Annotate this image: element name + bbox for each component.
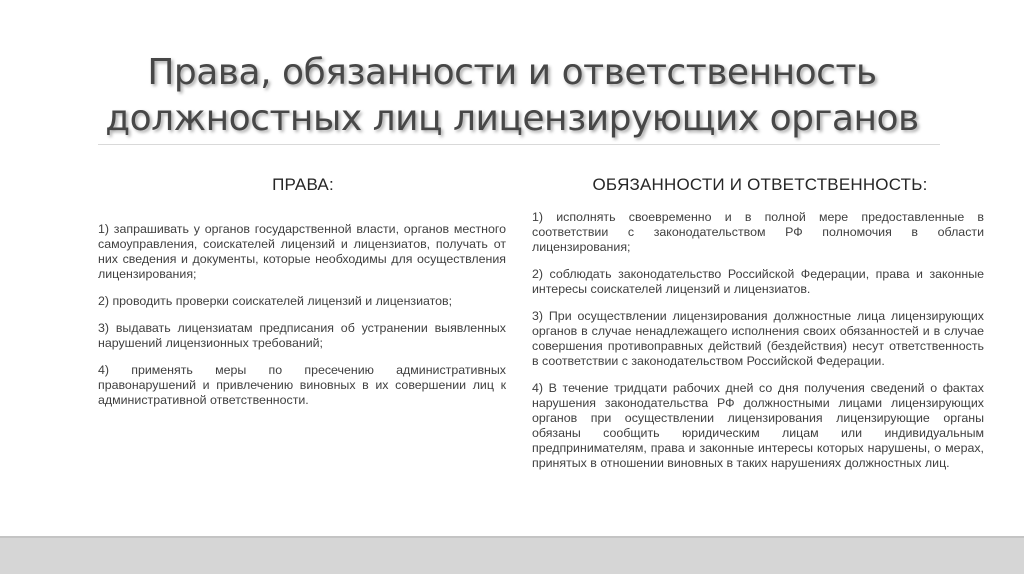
title-line-1: Права, обязанности и ответственность [147, 52, 877, 93]
rights-item: 2) проводить проверки соискателей лицензий и лицензиатов; [98, 294, 453, 308]
duties-item: 1) исполнять своевременно и в полной мере предоставленные в соответствии с законодательством РФ полномочия в области лицензирования; [532, 210, 984, 254]
slide-title [60, 50, 964, 142]
rights-item: 1) запрашивать у органов государственной власти, органов местного самоуправления, соискателей лицензий и лицензиатов, получать от них сведения и документы, которые необходимы для осуществления лицензирования; [98, 222, 506, 281]
duties-item: 3) При осуществлении лицензирования должностные лица лицензирующих органов в случае ненадлежащего исполнения своих обязанностей и в случае совершения противоправных действий (бездействия) несут ответственность в соответствии с законодательством Российской Федерации. [532, 309, 984, 368]
rights-item: 4) применять меры по пресечению административных правонарушений и привлечению виновных в их совершении лиц к административной ответственности. [98, 363, 506, 407]
rights-heading: ПРАВА: [272, 175, 334, 194]
footer-band [0, 538, 1024, 574]
duties-item: 4) В течение тридцати рабочих дней со дня получения сведений о фактах нарушения законодательства РФ должностными лицами лицензирующих органов при осуществлении лицензирования лицензирующие органы обязаны сообщить юридическим лицам или индивидуальным предпринимателям, права и законные интересы которых нарушены, о мерах, принятых в отношении виновных в таких нарушениях должностных лиц. [532, 381, 984, 470]
duties-heading: ОБЯЗАННОСТИ И ОТВЕТСТВЕННОСТЬ: [592, 175, 928, 194]
title-line-2: должностных лиц лицензирующих органов [105, 98, 919, 139]
duties-list [532, 210, 984, 483]
duties-item: 2) соблюдать законодательство Российской Федерации, права и законные интересы соискателей лицензий и лицензиатов. [532, 267, 984, 296]
rights-item: 3) выдавать лицензиатам предписания об устранении выявленных нарушений лицензионных требований; [98, 321, 506, 350]
rights-list [98, 222, 506, 420]
title-divider [98, 144, 940, 145]
